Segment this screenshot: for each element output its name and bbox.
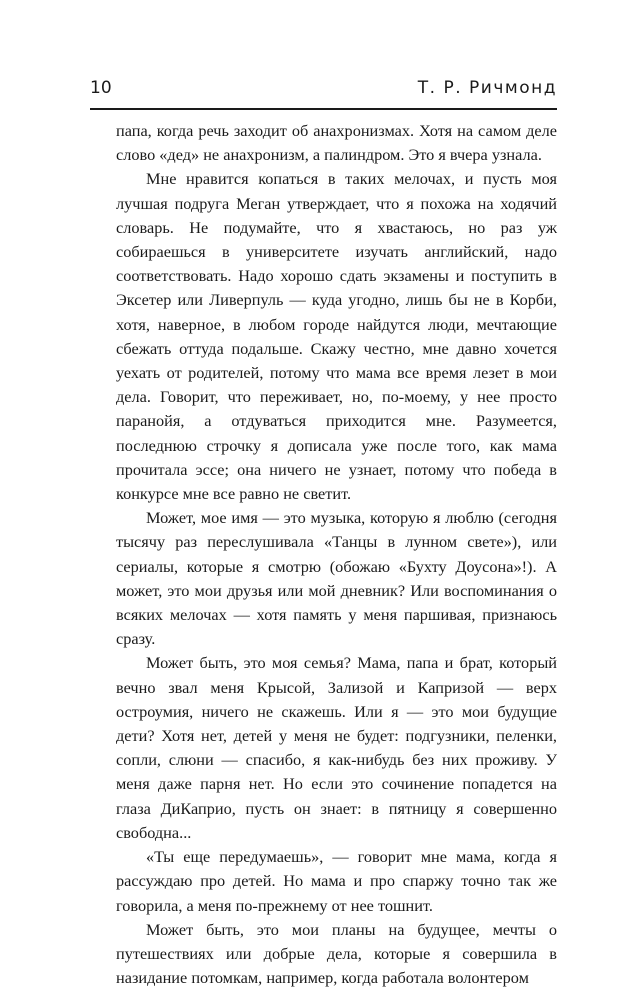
page-number: 10 xyxy=(90,78,112,98)
paragraph-3: Может, мое имя — это музыка, которую я люблю (сегодня тысячу раз переслушивала «Танцы в лунном свете»), или сериалы, которые я смотрю (обожаю «Бухту Доусона»!). А может, это мои друзья или мой дневник? Или воспоминания о всяких мелочах — хотя память у меня паршивая, признаюсь сразу. xyxy=(116,508,557,649)
paragraph-4: Может быть, это моя семья? Мама, папа и брат, который вечно звал меня Крысой, Зализой и Капризой — верх остроумия, ничего не скажешь. Или я — это мои будущие дети? Хотя нет, детей у меня не будет: подгузники, пеленки, сопли, слюни — спасибо, я как-нибудь без них проживу. У меня даже парня нет. Но если это сочинение попадется на глаза ДиКаприо, пусть он знает: в пятницу я совершенно свободна... xyxy=(116,653,557,842)
running-head xyxy=(90,76,557,100)
header-rule xyxy=(90,108,557,110)
paragraph-6: Может быть, это мои планы на будущее, мечты о путешествиях или добрые дела, которые я совершила в назидание потомкам, например, когда работала волонтером xyxy=(116,919,557,988)
paragraph-2: Мне нравится копаться в таких мелочах, и пусть моя лучшая подруга Меган утверждает, что я похожа на ходячий словарь. Не подумайте, что я хвастаюсь, но раз уж собираешься в университете изучать английский, надо соответствовать. Надо хорошо сдать экзамены и поступить в Эксетер или Ливерпуль — куда угодно, лишь бы не в Корби, хотя, наверное, в любом городе найдутся люди, мечтающие сбежать оттуда подальше. Скажу честно, мне давно хочется уехать от родителей, потому что мама все время лезет в мои дела. Говорит, что переживает, но, по-моему, у нее просто паранойя, а отдуваться приходится мне. Разумеется, последнюю строчку я дописала уже после того, как мама прочитала эссе; она ничего не узнает, потому что победа в конкурсе мне все равно не светит. xyxy=(116,169,557,504)
paragraph-1: папа, когда речь заходит об анахронизмах. Хотя на самом деле слово «дед» не анахронизм, а палиндром. Это я вчера узнала. xyxy=(116,121,557,165)
author-name: Т. Р. Ричмонд xyxy=(417,78,557,98)
body-text xyxy=(116,119,557,990)
paragraph-5: «Ты еще передумаешь», — говорит мне мама, когда я рассуждаю про детей. Но мама и про спаржу точно так же говорила, а меня по-прежнему от нее тошнит. xyxy=(116,847,557,915)
